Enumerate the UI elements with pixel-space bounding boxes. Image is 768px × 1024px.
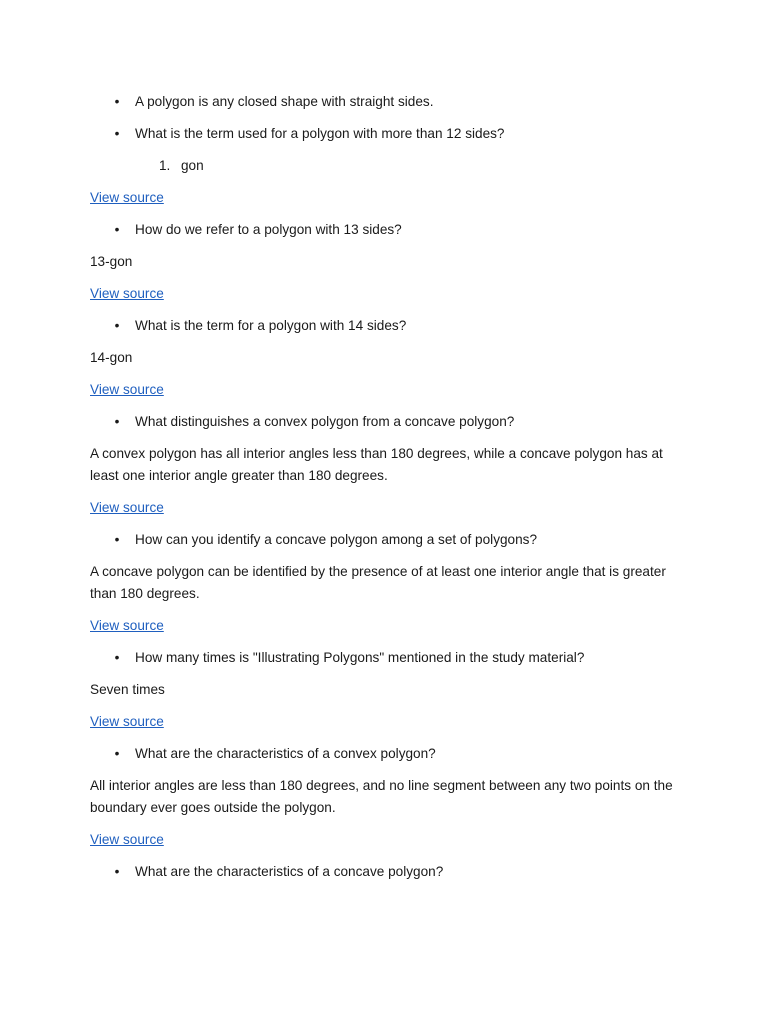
bullet-item	[90, 91, 678, 113]
bullet-text: What is the term for a polygon with 14 sides?	[135, 318, 407, 333]
answer-paragraph: Seven times	[90, 682, 165, 697]
bullet-text: How can you identify a concave polygon among a set of polygons?	[135, 532, 538, 547]
bullet-marker: •	[114, 222, 120, 237]
bullet-item	[90, 315, 678, 337]
numbered-text: gon	[181, 158, 204, 173]
answer-paragraph: 14-gon	[90, 350, 133, 365]
bullet-marker: •	[114, 532, 120, 547]
list-number: 1.	[159, 158, 171, 173]
view-source-link[interactable]: View source	[90, 714, 164, 729]
bullet-marker: •	[114, 746, 120, 761]
bullet-text: How many times is "Illustrating Polygons" mentioned in the study material?	[135, 650, 585, 665]
source-link-row	[90, 615, 678, 637]
view-source-link[interactable]: View source	[90, 832, 164, 847]
answer-paragraph: A convex polygon has all interior angles less than 180 degrees, while a concave polygon has at least one interior angle greater than 180 degrees.	[90, 446, 663, 483]
bullet-text: A polygon is any closed shape with straight sides.	[135, 94, 434, 109]
bullet-item	[90, 411, 678, 433]
source-link-row	[90, 283, 678, 305]
bullet-item	[90, 219, 678, 241]
bullet-marker: •	[114, 864, 120, 879]
bullet-text: What is the term used for a polygon with more than 12 sides?	[135, 126, 505, 141]
bullet-marker: •	[114, 650, 120, 665]
bullet-text: What are the characteristics of a convex polygon?	[135, 746, 436, 761]
bullet-marker: •	[114, 94, 120, 109]
bullet-text: How do we refer to a polygon with 13 sides?	[135, 222, 402, 237]
bullet-text: What distinguishes a convex polygon from a concave polygon?	[135, 414, 515, 429]
bullet-text: What are the characteristics of a concave polygon?	[135, 864, 444, 879]
view-source-link[interactable]: View source	[90, 500, 164, 515]
source-link-row	[90, 187, 678, 209]
view-source-link[interactable]: View source	[90, 382, 164, 397]
answer-paragraph: A concave polygon can be identified by the presence of at least one interior angle that is greater than 180 degrees.	[90, 564, 666, 601]
bullet-item	[90, 743, 678, 765]
view-source-link[interactable]: View source	[90, 286, 164, 301]
bullet-item	[90, 647, 678, 669]
source-link-row	[90, 497, 678, 519]
numbered-item	[90, 155, 678, 177]
source-link-row	[90, 379, 678, 401]
bullet-marker: •	[114, 318, 120, 333]
bullet-item	[90, 123, 678, 145]
bullet-item	[90, 529, 678, 551]
answer-paragraph: 13-gon	[90, 254, 133, 269]
source-link-row	[90, 711, 678, 733]
bullet-item	[90, 861, 678, 883]
view-source-link[interactable]: View source	[90, 190, 164, 205]
bullet-marker: •	[114, 126, 120, 141]
answer-paragraph: All interior angles are less than 180 degrees, and no line segment between any two points on the boundary ever goes outside the polygon.	[90, 778, 673, 815]
bullet-marker: •	[114, 414, 120, 429]
source-link-row	[90, 829, 678, 851]
view-source-link[interactable]: View source	[90, 618, 164, 633]
